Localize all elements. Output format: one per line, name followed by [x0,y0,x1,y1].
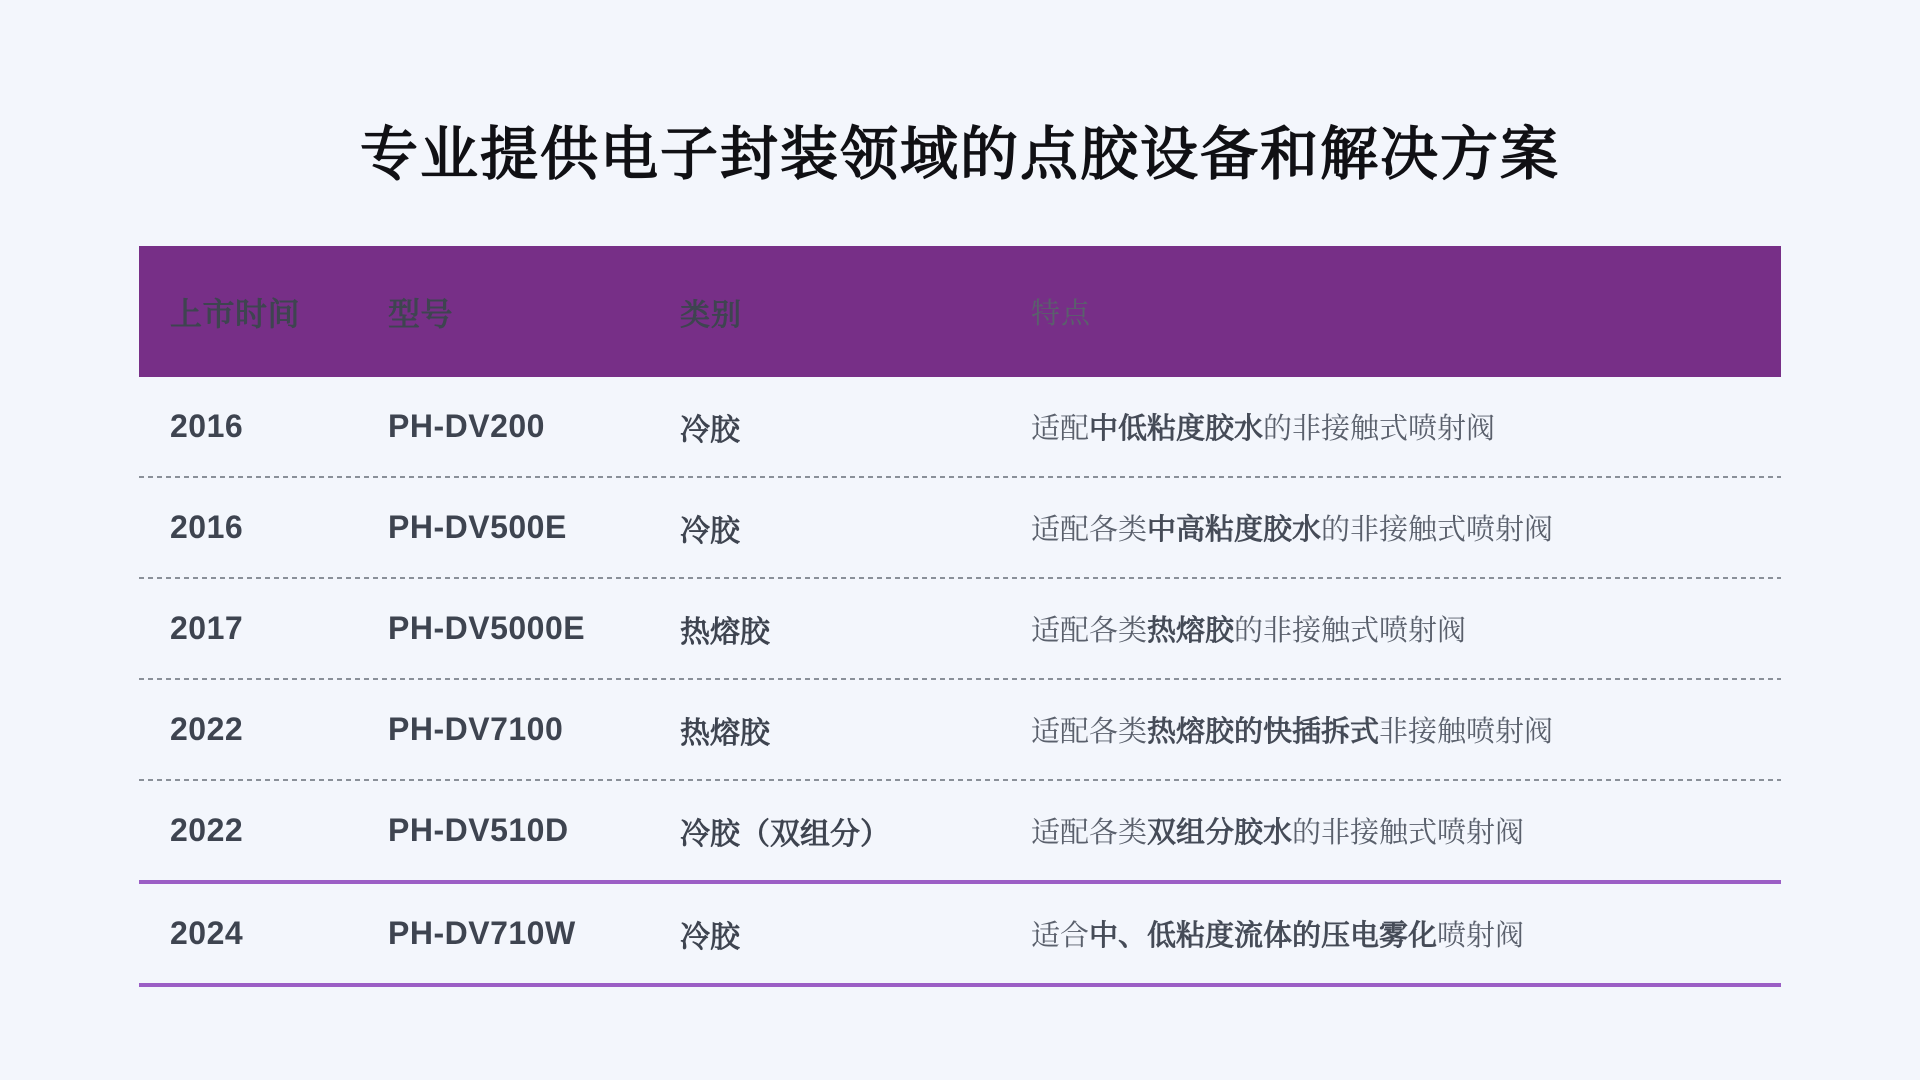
cell-features [1000,608,1781,649]
cell-features [1000,913,1781,954]
table-row [139,579,1781,678]
table-bottom-border [139,983,1781,987]
cell-model: PH-DV5000E [388,610,586,646]
cell-category: 热熔胶 [680,716,770,750]
cell-features [1000,810,1781,851]
table-row [139,377,1781,476]
feature-text: 适配各类 [1031,716,1148,748]
table-row [139,478,1781,577]
cell-features [1000,406,1781,447]
table-row [139,680,1781,779]
cell-year: 2022 [170,812,244,848]
table-row [139,781,1781,880]
feature-highlight: 双组分胶水 [1147,817,1293,849]
cell-model: PH-DV7100 [388,711,564,747]
cell-features [1000,709,1781,750]
cell-year: 2024 [170,915,244,951]
feature-text: 的非接触式喷射阀 [1292,817,1525,849]
cell-model: PH-DV510D [388,812,569,848]
cell-year: 2016 [170,509,244,545]
column-header-features: 特点 [1031,298,1092,330]
cell-model: PH-DV710W [388,915,576,951]
cell-category: 冷胶 [680,413,740,447]
feature-text: 适配各类 [1031,514,1148,546]
table-header-row [139,246,1781,377]
cell-year: 2022 [170,711,244,747]
table-row [139,884,1781,983]
cell-year: 2016 [170,408,244,444]
cell-category: 冷胶 [680,514,740,548]
feature-text: 非接触喷射阀 [1379,716,1554,748]
feature-text: 喷射阀 [1437,920,1525,952]
cell-category: 冷胶（双组分） [680,817,890,851]
feature-highlight: 中高粘度胶水 [1147,514,1322,546]
cell-category: 冷胶 [680,920,740,954]
feature-highlight: 热熔胶的快插拆式 [1147,716,1380,748]
feature-text: 适配各类 [1031,615,1148,647]
column-header-category: 类别 [680,298,742,332]
feature-highlight: 中低粘度胶水 [1089,413,1264,445]
feature-text: 适配 [1031,413,1090,445]
feature-text: 适配各类 [1031,817,1148,849]
feature-text: 的非接触式喷射阀 [1321,514,1554,546]
feature-text: 的非接触式喷射阀 [1234,615,1467,647]
cell-model: PH-DV500E [388,509,567,545]
cell-model: PH-DV200 [388,408,545,444]
feature-text: 的非接触式喷射阀 [1263,413,1496,445]
cell-year: 2017 [170,610,244,646]
page-title: 专业提供电子封装领域的点胶设备和解决方案 [359,122,1560,187]
product-table [139,246,1781,987]
column-header-launch-time: 上市时间 [170,295,301,332]
feature-highlight: 中、低粘度流体的压电雾化 [1089,920,1438,952]
feature-highlight: 热熔胶 [1147,615,1235,647]
feature-text: 适合 [1031,920,1090,952]
cell-category: 热熔胶 [680,615,770,649]
cell-features [1000,507,1781,548]
column-header-model: 型号 [388,295,454,332]
